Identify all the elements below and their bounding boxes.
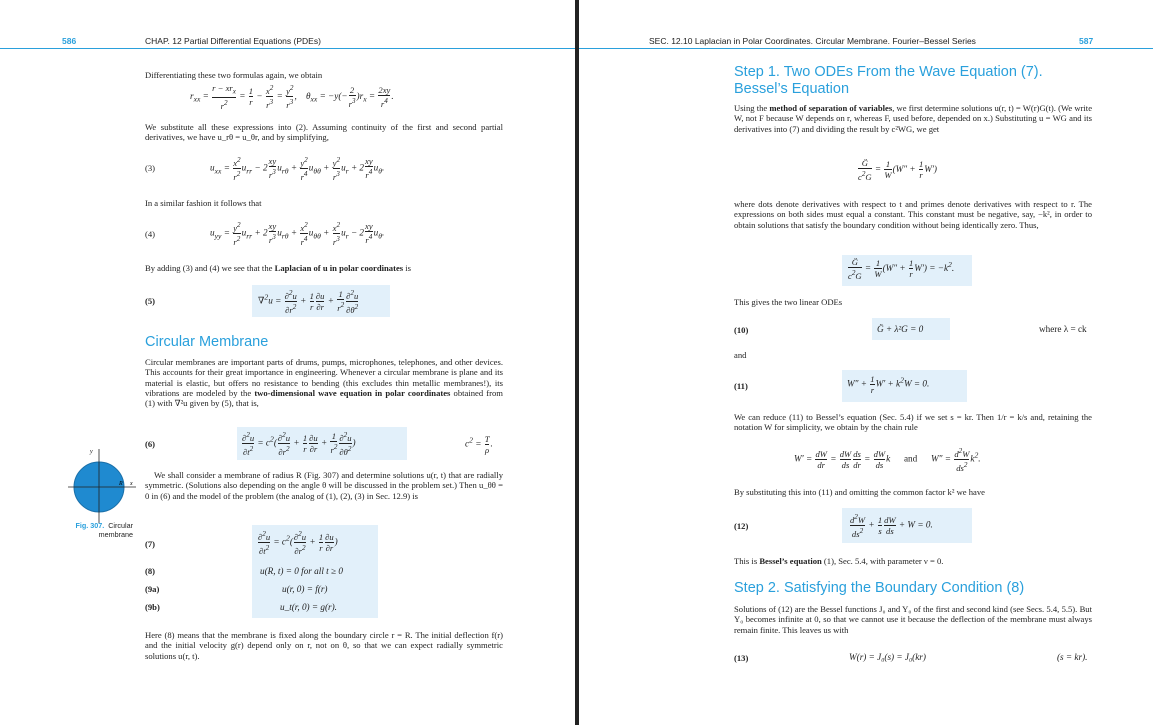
- equation-9b: u_t(r, 0) = g(r).: [280, 602, 337, 612]
- equation-6: $\frac{\partial^2u}{\partial t^2}$ = $c^2$( $\frac{\partial^2u}{\partial r^2}$ + $\frac{1}{r}$ $\frac{\partial u}{\partial r}$ + $\frac{1}{r^2}$ $\frac{\partial^2u}{\partial\theta^2}$ ): [242, 431, 356, 457]
- equation-10-note: where λ = ck: [1039, 324, 1087, 334]
- right-section-title: SEC. 12.10 Laplacian in Polar Coordinates. Circular Membrane. Fourier–Bessel Series: [649, 36, 976, 46]
- right-page-number: 587: [1079, 36, 1094, 46]
- eq7-label: (7): [145, 539, 156, 549]
- paragraph-bessel: This is Bessel’s equation (1), Sec. 5.4, with parameter ν = 0.: [734, 556, 944, 566]
- paragraph-substituting: By substituting this into (11) and omitting the common factor k² we have: [734, 487, 985, 497]
- wave-equation-bold: two-dimensional wave equation in polar coordinates: [254, 387, 451, 398]
- right-header-rule: [579, 48, 1153, 49]
- equation-13: W(r) = J₀(s) = J₀(kr): [849, 652, 926, 662]
- equation-13-note: (s = kr).: [1057, 652, 1088, 662]
- equation-7: $\frac{\partial^2u}{\partial t^2}$ = $c^2$( $\frac{\partial^2u}{\partial r^2}$ + $\frac{1}{r}$ $\frac{\partial u}{\partial r}$ ): [258, 530, 338, 556]
- fig-y-label: y: [90, 449, 93, 455]
- equation-separated: $\frac{G̈}{c^2G}$ = $\frac{1}{W}$ (W″ + $\frac{1}{r}$ W′): [858, 158, 937, 182]
- figure-caption: Fig. 307. Circular membrane: [75, 521, 133, 539]
- equation-9a: u(r, 0) = f(r): [282, 584, 328, 594]
- eq9b-label: (9b): [145, 602, 160, 612]
- left-header-rule: [0, 48, 575, 49]
- eq13-label: (13): [734, 653, 749, 663]
- paragraph-two-odes: This gives the two linear ODEs: [734, 297, 843, 307]
- paragraph-similar-fashion: In a similar fashion it follows that: [145, 198, 262, 208]
- eq6-label: (6): [145, 439, 156, 449]
- eq11-label: (11): [734, 381, 748, 391]
- equation-chain-rule: W′ = $\frac{dW}{dr}$ = $\frac{dW}{ds}$ $\frac{ds}{dr}$ = $\frac{dW}{ds}$ k and W″ = $\frac{d^2W}{ds^2}$ $k^2$.: [794, 447, 981, 473]
- eq8-label: (8): [145, 566, 156, 576]
- laplacian-bold: Laplacian of u in polar coordinates: [274, 263, 404, 273]
- equation-3: $u_{xx}$ = $\frac{x^2}{r^2}$ $u_{rr} - 2$ $\frac{xy}{r^3}$ $u_{r\theta}$ + $\frac{y^2}{r^4}$ $u_{\theta\theta}$ + $\frac{y^2}{r^3}$ $u_r + 2$ $\frac{xy}{r^4}$ $u_\theta$.: [210, 156, 385, 182]
- heading-circular-membrane: Circular Membrane: [145, 334, 269, 350]
- equation-11: W″ + $\frac{1}{r}$ $W' + k^2W = 0$.: [847, 374, 930, 395]
- paragraph-dots-primes: where dots denote derivatives with respect to t and primes denote derivatives with respect to r. The expressions on both sides must equal a constant. This constant must be negative, say, −k², in order to obtain solutions that satisfy the boundary condition without being identically zero. Thus,: [734, 199, 1092, 230]
- left-page: [0, 0, 575, 725]
- eq5-label: (5): [145, 296, 156, 306]
- figure-circular-membrane: [62, 445, 138, 525]
- paragraph-fixed-boundary: Here (8) means that the membrane is fixed along the boundary circle r = R. The initial deflection f(r) and the initial velocity g(r) depend only on r, not on θ, so that we can expect radially symmetric solutions u(r, t).: [145, 630, 503, 661]
- right-page: [579, 0, 1153, 725]
- equation-6-wave-speed: $c^2$ = $\frac{T}{\rho}$ .: [465, 434, 493, 455]
- equation-8: u(R, t) = 0 for all t ≥ 0: [260, 566, 343, 576]
- equation-separation-constant: $\frac{G̈}{c^2G}$ = $\frac{1}{W}$ (W″ + $\frac{1}{r}$ $W') = -k^2$.: [848, 257, 955, 281]
- bessel-bold: Bessel’s equation: [759, 556, 822, 566]
- eq3-label: (3): [145, 163, 156, 173]
- eq12-label: (12): [734, 521, 749, 531]
- figure-number: Fig. 307.: [75, 521, 105, 530]
- equation-10: G̈ + λ²G = 0: [877, 324, 924, 334]
- equation-5: ∇$^2$u = $\frac{\partial^2u}{\partial r^2}$ + $\frac{1}{r}$ $\frac{\partial u}{\partial r}$ + $\frac{1}{r^2}$ $\frac{\partial^2u}{\partial\theta^2}$: [258, 289, 359, 315]
- paragraph-reduce: We can reduce (11) to Bessel’s equation (Sec. 5.4) if we set s = kr. Then 1/r = k/s and, retaining the notation W for simplicity, we obtain by the chain rule: [734, 412, 1092, 433]
- equation-rxx: $r_{xx}$ = $\frac{r - xr_x}{r^2}$ = $\frac{1}{r}$ − $\frac{x^2}{r^3}$ = $\frac{y^2}{r^3}$ , $\theta_{xx} = -y(-$ $\frac{2}{r^3}$ )$r_x$ = $\frac{2xy}{r^4}$ .: [190, 83, 394, 111]
- paragraph-circular-membranes: Circular membranes are important parts of drums, pumps, microphones, telephones, and other devices. This accounts for their great importance in engineering. Whenever a circular membrane is plane and its material is elastic, but offers no resistance to bending (this excludes thin metallic membranes!), its vibrations are modeled by the two-dimensional wave equation in polar coordinates obtained from (1) with ∇²u given by (5), that is,: [145, 357, 503, 409]
- paragraph-bessel-solutions: Solutions of (12) are the Bessel functions J₀ and Y₀ of the first and second kind (see Secs. 5.4, 5.5). But Y₀ becomes infinite at 0, so that we cannot use it because the deflection of the membrane must always remain finite. This leaves us with: [734, 604, 1092, 635]
- heading-step2: Step 2. Satisfying the Boundary Condition (8): [734, 580, 1025, 596]
- left-page-number: 586: [62, 36, 77, 46]
- right-running-head: [579, 35, 1153, 49]
- equation-12: $\frac{d^2W}{ds^2}$ + $\frac{1}{s}$ $\frac{dW}{ds}$ + W = 0.: [850, 513, 933, 539]
- eq4-label: (4): [145, 229, 156, 239]
- equation-4: $u_{yy}$ = $\frac{y^2}{r^2}$ $u_{rr} + 2$ $\frac{xy}{r^3}$ $u_{r\theta}$ + $\frac{x^2}{r^4}$ $u_{\theta\theta}$ + $\frac{x^2}{r^3}$ $u_r - 2$ $\frac{xy}{r^4}$ $u_\theta$.: [210, 221, 385, 247]
- fig-radius-label: R: [119, 481, 123, 487]
- left-running-head: [0, 35, 575, 49]
- paragraph-separation: Using the method of separation of variables, we first determine solutions u(r, t) = W(r)G(t). (We write W, not F because W depends on r, whereas F, used before, depended on x.) Substituting u = WG and its derivatives into (7) and dividing the result by c²WG, we get: [734, 103, 1093, 134]
- paragraph-differentiating: Differentiating these two formulas again, we obtain: [145, 70, 323, 80]
- fig-x-label: x: [130, 481, 133, 487]
- word-and: and: [734, 350, 747, 360]
- left-chapter-title: CHAP. 12 Partial Differential Equations (PDEs): [145, 36, 321, 46]
- eq9a-label: (9a): [145, 584, 160, 594]
- paragraph-substitute: We substitute all these expressions into (2). Assuming continuity of the first and second partial derivatives, we have u_rθ = u_θr, and by simplifying,: [145, 122, 503, 143]
- paragraph-adding: By adding (3) and (4) we see that the Laplacian of u in polar coordinates is: [145, 263, 412, 273]
- paragraph-radius-r: We shall consider a membrane of radius R (Fig. 307) and determine solutions u(r, t) that are radially symmetric. (Solutions also depending on the angle θ will be discussed in the problem set.) Then u_θθ = 0 in (6) and the model of the problem (the analog of (1), (2), (3) in Sec. 12.9) is: [145, 470, 503, 501]
- eq10-label: (10): [734, 325, 749, 335]
- heading-step1: Step 1. Two ODEs From the Wave Equation (7). Bessel’s Equation: [734, 64, 1043, 97]
- separation-bold: method of separation of variables: [769, 103, 893, 113]
